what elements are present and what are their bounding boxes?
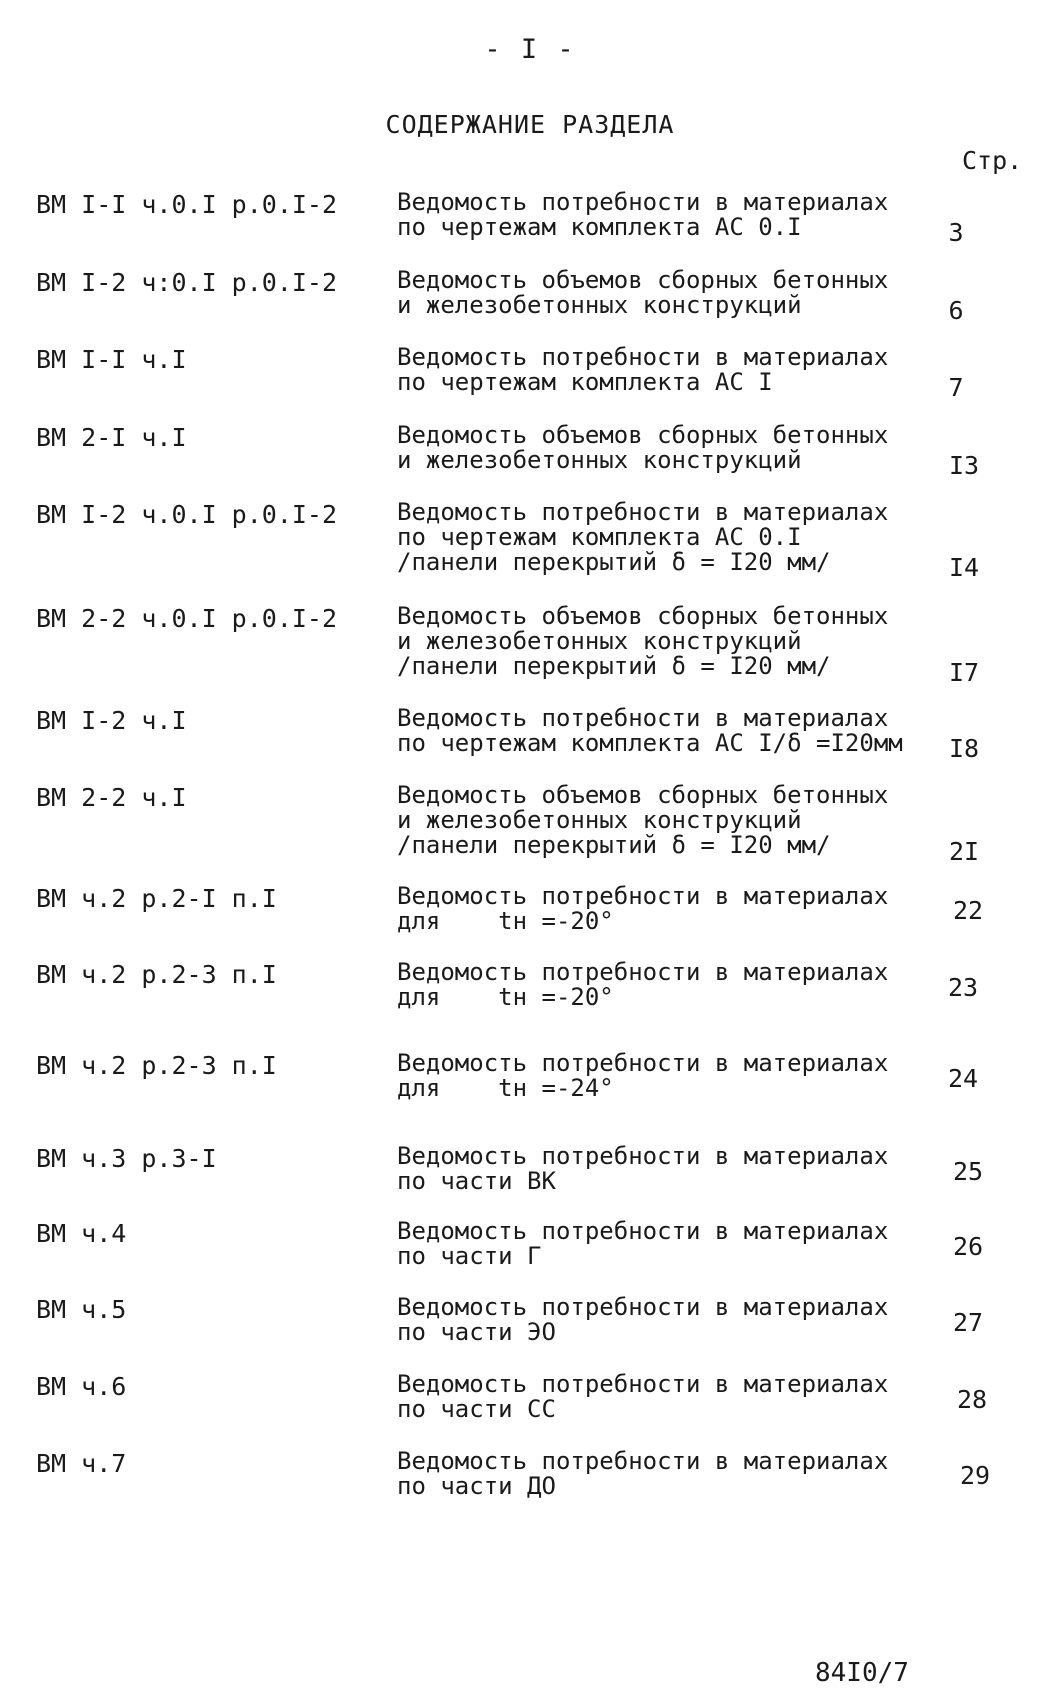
toc-entry-description-line: по чертежам комплекта АС I/δ =I20мм: [397, 729, 903, 757]
toc-entry-description-line: по части СС: [397, 1395, 556, 1423]
toc-entry-page: I3: [948, 451, 980, 480]
document-title: СОДЕРЖАНИЕ РАЗДЕЛА: [385, 110, 675, 139]
toc-entry-description-line: и железобетонных конструкций: [397, 627, 802, 655]
toc-entry-page: 2I: [948, 837, 980, 866]
toc-entry-description-line: Ведомость потребности в материалах: [397, 1142, 889, 1170]
toc-entry-description-line: по части ЭО: [397, 1318, 556, 1346]
toc-entry-description-line: Ведомость потребности в материалах: [397, 1293, 889, 1321]
toc-entry-description: [397, 783, 888, 858]
toc-entry-description-line: Ведомость потребности в материалах: [397, 1049, 889, 1077]
toc-entry-description-line: /панели перекрытий δ = I20 мм/: [397, 548, 831, 576]
toc-entry-description: [397, 345, 888, 395]
toc-entry-description-line: по части ДО: [397, 1472, 556, 1500]
toc-entry-description-line: /панели перекрытий δ = I20 мм/: [397, 831, 831, 859]
toc-entry-description-line: и железобетонных конструкций: [397, 291, 802, 319]
toc-entry-page: 26: [952, 1232, 984, 1261]
toc-entry-description-line: по части Г: [397, 1242, 542, 1270]
toc-entry-code: ВМ 2-2 ч.0.I р.0.I-2: [36, 604, 338, 633]
toc-entry-description-line: Ведомость объемов сборных бетонных: [397, 602, 889, 630]
toc-entry-description-line: Ведомость потребности в материалах: [397, 882, 889, 910]
toc-entry-description: [397, 500, 888, 575]
toc-entry-description-line: Ведомость потребности в материалах: [397, 1447, 889, 1475]
toc-entry-code: ВМ I-2 ч:0.I р.0.I-2: [36, 268, 338, 297]
toc-entry-description-line: Ведомость объемов сборных бетонных: [397, 266, 889, 294]
toc-entry-page: 27: [952, 1308, 984, 1337]
toc-entry-description: [397, 1449, 888, 1499]
toc-entry-description-line: Ведомость потребности в материалах: [397, 498, 889, 526]
toc-entry-page: 24: [947, 1064, 979, 1093]
toc-entry-page: 28: [956, 1385, 988, 1414]
toc-entry-page: 3: [948, 218, 964, 247]
toc-entry-description-line: по чертежам комплекта АС I: [397, 368, 773, 396]
toc-entry-code: ВМ ч.7: [36, 1449, 127, 1478]
toc-entry-description-line: Ведомость объемов сборных бетонных: [397, 781, 889, 809]
toc-entry-description: [397, 1051, 888, 1101]
toc-entry-description-line: Ведомость потребности в материалах: [397, 343, 889, 371]
toc-entry-page: I8: [948, 734, 980, 763]
toc-entry-code: ВМ ч.3 р.3-I: [36, 1144, 217, 1173]
toc-entry-description-line: Ведомость объемов сборных бетонных: [397, 421, 889, 449]
toc-entry-description: [397, 1372, 888, 1422]
toc-entry-page: 7: [948, 373, 964, 402]
toc-entry-description-line: Ведомость потребности в материалах: [397, 188, 889, 216]
toc-entry-page: 25: [952, 1157, 984, 1186]
page-column-header: Стр.: [962, 146, 1023, 175]
toc-entry-page: I4: [948, 553, 980, 582]
toc-entry-page: 22: [952, 896, 984, 925]
toc-entry-description-line: Ведомость потребности в материалах: [397, 958, 889, 986]
toc-entry-description-line: для tн =-24°: [397, 1074, 614, 1102]
toc-entry-description: [397, 1219, 888, 1269]
toc-entry-code: ВМ I-I ч.0.I р.0.I-2: [36, 190, 338, 219]
toc-entry-page: 29: [959, 1461, 991, 1490]
toc-entry-description-line: для tн =-20°: [397, 907, 614, 935]
toc-entry-description-line: по чертежам комплекта АС 0.I: [397, 213, 802, 241]
toc-entry-description-line: для tн =-20°: [397, 983, 614, 1011]
toc-entry-code: ВМ ч.4: [36, 1219, 127, 1248]
toc-entry-page: I7: [948, 658, 980, 687]
toc-entry-description-line: по чертежам комплекта АС 0.I: [397, 523, 802, 551]
page-number: - I -: [484, 34, 576, 65]
toc-entry-page: 23: [947, 973, 979, 1002]
toc-entry-description: [397, 423, 888, 473]
toc-entry-code: ВМ 2-I ч.I: [36, 423, 187, 452]
toc-entry-description-line: и железобетонных конструкций: [397, 446, 802, 474]
toc-entry-description-line: Ведомость потребности в материалах: [397, 1217, 889, 1245]
toc-entry-code: ВМ ч.2 р.2-I п.I: [36, 884, 277, 913]
toc-entry-page: 6: [948, 296, 964, 325]
toc-entry-code: ВМ I-2 ч.0.I р.0.I-2: [36, 500, 338, 529]
toc-entry-description: [397, 268, 888, 318]
toc-entry-description: [397, 706, 903, 756]
toc-entry-code: ВМ ч.2 р.2-3 п.I: [36, 960, 277, 989]
toc-entry-description: [397, 884, 888, 934]
toc-entry-description: [397, 604, 888, 679]
toc-entry-description-line: Ведомость потребности в материалах: [397, 1370, 889, 1398]
toc-entry-code: ВМ I-2 ч.I: [36, 706, 187, 735]
toc-entry-code: ВМ 2-2 ч.I: [36, 783, 187, 812]
document-code: 84I0/7: [815, 1658, 909, 1688]
toc-entry-description: [397, 960, 888, 1010]
toc-entry-code: ВМ ч.5: [36, 1295, 127, 1324]
toc-entry-description: [397, 1144, 888, 1194]
toc-entry-description-line: по части ВК: [397, 1167, 556, 1195]
toc-entry-code: ВМ ч.2 р.2-3 п.I: [36, 1051, 277, 1080]
toc-entry-code: ВМ I-I ч.I: [36, 345, 187, 374]
toc-entry-description-line: и железобетонных конструкций: [397, 806, 802, 834]
toc-entry-description: [397, 190, 888, 240]
toc-entry-description-line: /панели перекрытий δ = I20 мм/: [397, 652, 831, 680]
toc-entry-description-line: Ведомость потребности в материалах: [397, 704, 889, 732]
toc-entry-description: [397, 1295, 888, 1345]
toc-entry-code: ВМ ч.6: [36, 1372, 127, 1401]
